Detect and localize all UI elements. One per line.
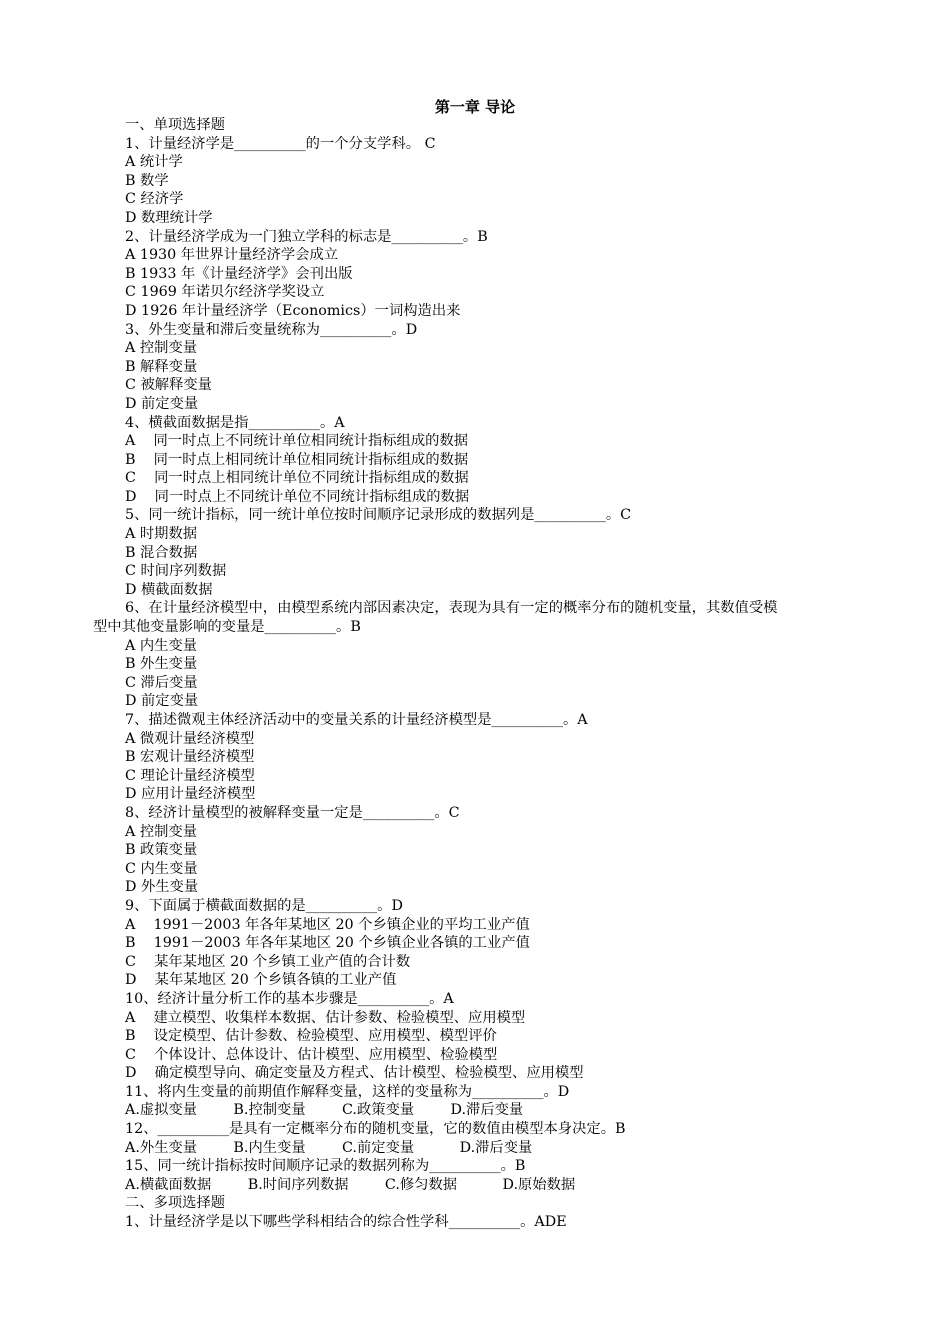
option-line: B 解释变量 [125,358,198,375]
question-line: 4、横截面数据是指__________。A [125,414,345,431]
options-row: A.虚拟变量 B.控制变量 C.政策变量 D.滞后变量 [125,1102,524,1119]
option-line: A 1930 年世界计量经济学会成立 [125,247,339,264]
question-list [0,116,950,1232]
option-line: A 建立模型、收集样本数据、估计参数、检验模型、应用模型 [125,1009,526,1026]
question-line: 3、外生变量和滞后变量统称为__________。D [125,321,418,338]
question-line-continuation: 型中其他变量影响的变量是__________。B [93,619,361,636]
question-line: 2、计量经济学成为一门独立学科的标志是__________。B [125,228,488,245]
question-line: 1、计量经济学是__________的一个分支学科。 C [125,135,436,152]
option-line: A 微观计量经济模型 [125,730,255,747]
chapter-title: 第一章 导论 [434,98,516,116]
option-line: C 同一时点上相同统计单位不同统计指标组成的数据 [125,470,469,487]
option-line: C 时间序列数据 [125,563,227,580]
option-line: C 理论计量经济模型 [125,767,255,784]
question-line: 5、同一统计指标，同一统计单位按时间顺序记录形成的数据列是__________。C [125,507,632,524]
question-line: 7、描述微观主体经济活动中的变量关系的计量经济模型是__________。A [125,712,588,728]
option-line: B 设定模型、估计参数、检验模型、应用模型、模型评价 [125,1028,497,1045]
question-line: 6、在计量经济模型中，由模型系统内部因素决定，表现为具有一定的概率分布的随机变量，其数值受模 [125,600,778,617]
option-line: B 政策变量 [125,842,198,859]
question-line: 12、__________是具有一定概率分布的随机变量，它的数值由模型本身决定。B [125,1121,626,1138]
option-line: C 个体设计、总体设计、估计模型、应用模型、检验模型 [125,1046,498,1063]
option-line: B 混合数据 [125,544,198,561]
option-line: D 外生变量 [125,879,199,896]
option-line: D 应用计量经济模型 [125,786,256,803]
option-line: A 控制变量 [125,340,198,357]
option-line: D 某年某地区 20 个乡镇各镇的工业产值 [125,972,397,989]
option-line: B 外生变量 [125,656,198,673]
option-line: D 1926 年计量经济学（Economics）一词构造出来 [125,302,461,319]
option-line: A 统计学 [125,154,183,171]
question-line: 11、将内生变量的前期值作解释变量，这样的变量称为__________。D [125,1083,570,1100]
option-line: B 同一时点上相同统计单位相同统计指标组成的数据 [125,451,469,468]
option-line: C 1969 年诺贝尔经济学奖设立 [125,284,325,301]
option-line: B 宏观计量经济模型 [125,749,255,766]
option-line: D 横截面数据 [125,581,213,598]
option-line: C 被解释变量 [125,377,212,394]
question-line: 8、经济计量模型的被解释变量一定是__________。C [125,804,460,821]
option-line: A 内生变量 [125,637,198,654]
question-line: 10、经济计量分析工作的基本步骤是__________。A [125,990,454,1007]
question-line: 1、计量经济学是以下哪些学科相结合的综合性学科__________。ADE [125,1214,567,1231]
option-line: A 时期数据 [125,526,198,543]
option-line: C 内生变量 [125,860,198,877]
option-line: D 前定变量 [125,693,199,710]
option-line: B 1991－2003 年各年某地区 20 个乡镇企业各镇的工业产值 [125,935,530,952]
option-line: C 经济学 [125,191,184,208]
options-row: A.横截面数据 B.时间序列数据 C.修匀数据 D.原始数据 [125,1176,576,1193]
option-line: B 数学 [125,172,169,189]
option-line: A 控制变量 [125,823,198,840]
option-line: C 某年某地区 20 个乡镇工业产值的合计数 [125,953,411,970]
option-line: A 1991－2003 年各年某地区 20 个乡镇企业的平均工业产值 [125,916,530,933]
option-line: D 确定模型导向、确定变量及方程式、估计模型、检验模型、应用模型 [125,1065,584,1082]
option-line: D 同一时点上不同统计单位不同统计指标组成的数据 [125,488,470,505]
question-line: 9、下面属于横截面数据的是__________。D [125,897,403,914]
section-heading: 一、单项选择题 [125,117,226,133]
option-line: C 滞后变量 [125,674,198,691]
option-line: A 同一时点上不同统计单位相同统计指标组成的数据 [125,433,469,450]
option-line: B 1933 年《计量经济学》会刊出版 [125,265,353,282]
options-row: A.外生变量 B.内生变量 C.前定变量 D.滞后变量 [125,1139,533,1156]
section-heading: 二、多项选择题 [125,1195,226,1212]
option-line: D 前定变量 [125,395,199,412]
option-line: D 数理统计学 [125,209,213,226]
question-line: 15、同一统计指标按时间顺序记录的数据列称为__________。B [125,1158,526,1175]
